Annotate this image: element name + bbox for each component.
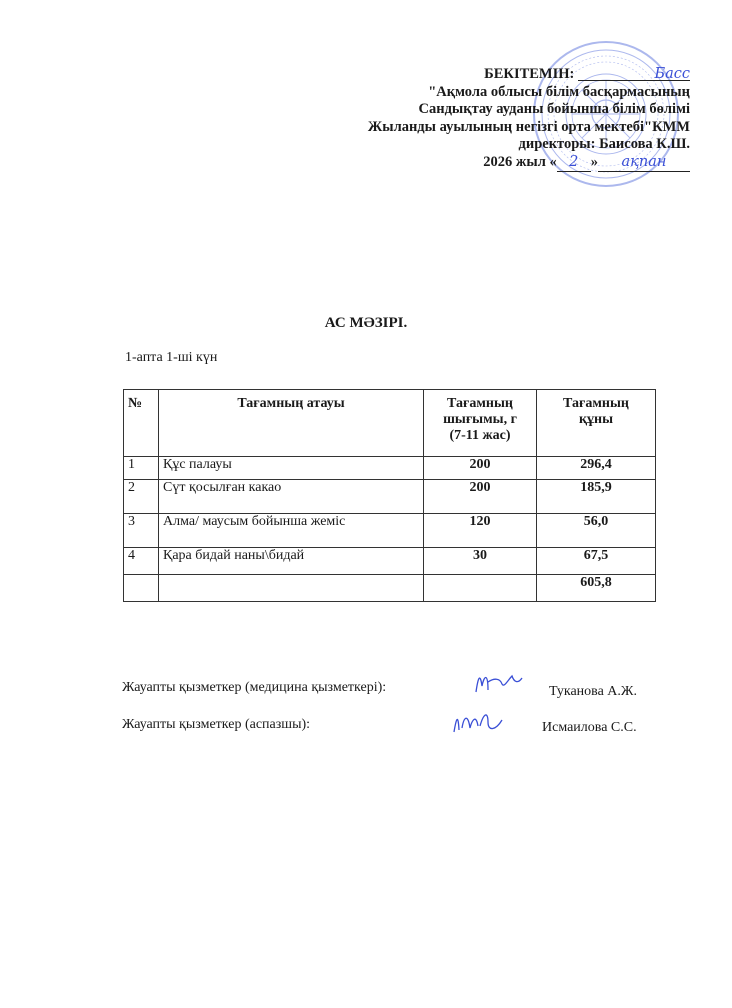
cook-responsible-name: Исмаилова С.С. <box>542 720 637 735</box>
date-prefix: 2026 жыл « <box>483 153 557 170</box>
date-month: ақпан <box>621 153 667 170</box>
week-day-subtitle: 1-апта 1-ші күн <box>125 350 218 365</box>
total-empty-cell <box>159 575 424 602</box>
table-header-row <box>124 390 656 457</box>
row-dish-name: Сүт қосылған какао <box>159 480 424 514</box>
menu-table <box>123 389 656 602</box>
row-weight: 120 <box>424 514 537 548</box>
cook-responsible-label: Жауапты қызметкер (аспазшы): <box>122 717 311 732</box>
director-line: директоры: Баисова К.Ш. <box>518 136 690 152</box>
cook-signature-icon <box>448 706 508 738</box>
approval-heading-line <box>368 66 690 84</box>
row-price: 185,9 <box>537 480 656 514</box>
row-price: 296,4 <box>537 457 656 480</box>
header-dish-name: Тағамның атауы <box>159 390 424 457</box>
row-weight: 30 <box>424 548 537 575</box>
org-line-2: Сандықтау ауданы бойынша білім бөлімі <box>418 101 690 117</box>
org-line-1: "Ақмола облысы білім басқармасының <box>428 83 690 100</box>
medic-signature-icon <box>470 668 526 698</box>
total-empty-cell <box>124 575 159 602</box>
total-price: 605,8 <box>537 575 656 602</box>
director-signature-line <box>578 66 690 81</box>
header-weight-line-2: шығымы, г <box>443 412 517 427</box>
row-price: 56,0 <box>537 514 656 548</box>
table-row <box>124 457 656 480</box>
row-weight: 200 <box>424 457 537 480</box>
org-line-3: Жыланды ауылының негізгі орта мектебі"КММ <box>367 118 690 135</box>
page-title: АС МӘЗІРІ. <box>324 315 408 331</box>
table-row <box>124 514 656 548</box>
date-day: 2 <box>569 153 579 170</box>
header-weight-line-1: Тағамның <box>447 396 513 411</box>
row-number: 4 <box>124 548 159 575</box>
row-dish-name: Құс палауы <box>159 457 424 480</box>
approval-date <box>368 154 690 173</box>
row-dish-name: Қара бидай наны\бидай <box>159 548 424 575</box>
header-price-line-2: құны <box>578 412 614 427</box>
director-signature: Басс <box>654 66 690 82</box>
header-weight-line-3: (7-11 жас) <box>449 428 511 443</box>
approval-block <box>368 66 690 172</box>
row-dish-name: Алма/ маусым бойынша жеміс <box>159 514 424 548</box>
table-row <box>124 480 656 514</box>
header-number: № <box>124 390 159 457</box>
header-price-line-1: Тағамның <box>563 396 629 411</box>
row-number: 3 <box>124 514 159 548</box>
table-row <box>124 548 656 575</box>
row-number: 2 <box>124 480 159 514</box>
date-mid: » <box>590 153 598 170</box>
header-portion-weight <box>424 390 537 457</box>
table-total-row <box>124 575 656 602</box>
header-dish-price <box>537 390 656 457</box>
medic-responsible-label: Жауапты қызметкер (медицина қызметкері): <box>122 680 387 695</box>
total-empty-cell <box>424 575 537 602</box>
row-price: 67,5 <box>537 548 656 575</box>
medic-responsible-name: Туканова А.Ж. <box>549 684 637 699</box>
row-number: 1 <box>124 457 159 480</box>
row-weight: 200 <box>424 480 537 514</box>
approval-heading: БЕКІТЕМІН: <box>484 66 575 82</box>
